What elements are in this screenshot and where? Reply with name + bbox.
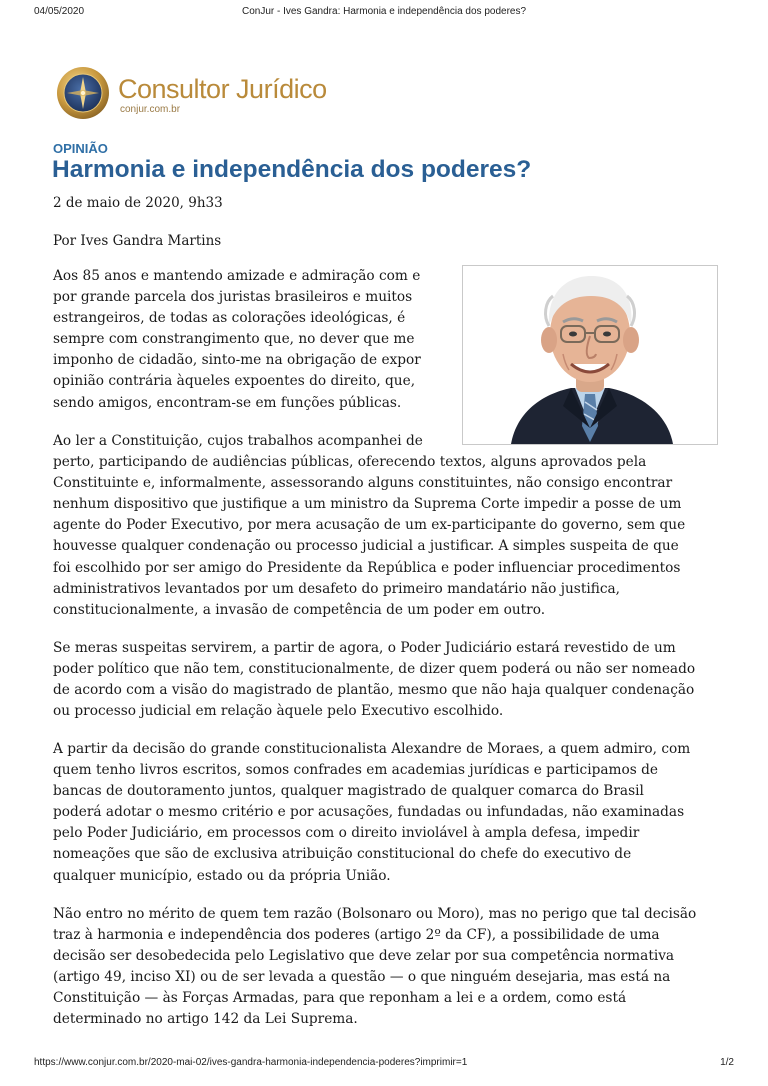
print-header bbox=[34, 6, 734, 20]
paragraph-line: traz à harmonia e independência dos poderes (artigo 2º da CF), a possibilidade de uma bbox=[53, 927, 660, 944]
author-portrait-illustration bbox=[463, 266, 717, 444]
section-label[interactable]: OPINIÃO bbox=[53, 141, 108, 156]
paragraph-line: constitucionalmente, a invasão de competência de um poder em outro. bbox=[53, 601, 546, 618]
article-paragraph bbox=[53, 739, 717, 887]
paragraph-line: estrangeiros, de todas as colorações ideológicas, é bbox=[53, 310, 406, 327]
article-paragraph bbox=[53, 266, 445, 414]
paragraph-line: imponho de cidadão, sinto-me na obrigação de expor bbox=[53, 352, 421, 369]
paragraph-line: agente do Poder Executivo, por mera acusação de um ex-participante do governo, sem que bbox=[53, 517, 686, 534]
site-logo[interactable] bbox=[56, 66, 326, 122]
paragraph-line: nomeações que são de exclusiva atribuição constitucional do chefe do executivo de bbox=[53, 846, 632, 863]
paragraph-line: houvesse qualquer condenação ou processo judicial a justificar. A simples suspeita de que bbox=[53, 538, 679, 555]
article-paragraph bbox=[53, 431, 717, 621]
paragraph-line: Se meras suspeitas servirem, a partir de agora, o Poder Judiciário estará revestido de um bbox=[53, 640, 676, 656]
paragraph-line: Aos 85 anos e mantendo amizade e admiração com e bbox=[53, 268, 421, 284]
print-footer bbox=[34, 1057, 734, 1068]
paragraph-line: determinado no artigo 142 da Lei Suprema. bbox=[53, 1011, 358, 1028]
paragraph-line: Não entro no mérito de quem tem razão (Bolsonaro ou Moro), mas no perigo que tal decisão bbox=[53, 906, 697, 922]
paragraph-line: sempre com constrangimento que, no dever que me bbox=[53, 331, 415, 348]
paragraph-line: qualquer município, estado ou da própria União. bbox=[53, 867, 391, 884]
paragraph-line: A partir da decisão do grande constitucionalista Alexandre de Moraes, a quem admiro, com bbox=[53, 741, 691, 757]
paragraph-line: perto, participando de audiências públicas, oferecendo textos, alguns aprovados pela bbox=[53, 454, 647, 471]
compass-seal-icon bbox=[56, 66, 110, 120]
paragraph-line: nenhum dispositivo que justifique a um ministro da Suprema Corte impedir a posse de um bbox=[53, 496, 682, 513]
paragraph-line: de acordo com a visão do magistrado de plantão, mesmo que não haja qualquer condenação bbox=[53, 682, 695, 699]
paragraph-line: bancas de doutoramento juntos, qualquer magistrado de qualquer comarca do Brasil bbox=[53, 783, 644, 800]
print-date: 04/05/2020 bbox=[34, 6, 85, 17]
publish-date: 2 de maio de 2020, 9h33 bbox=[53, 195, 223, 211]
article-paragraph bbox=[53, 904, 717, 1031]
author-byline: Por Ives Gandra Martins bbox=[53, 233, 222, 249]
page-number: 1/2 bbox=[720, 1057, 734, 1068]
paragraph-line: Constituição — às Forças Armadas, para que reponham a lei e a ordem, como está bbox=[53, 990, 627, 1007]
paragraph-line: (artigo 49, inciso XI) ou de ser levada a questão — o que ninguém desejaria, mas está na bbox=[53, 969, 671, 986]
paragraph-line: Ao ler a Constituição, cujos trabalhos acompanhei de bbox=[53, 433, 423, 449]
paragraph-line: poder político que não tem, constitucionalmente, de dizer quem poderá ou não ser nomeado bbox=[53, 661, 696, 678]
paragraph-line: sendo amigos, encontram-se em funções públicas. bbox=[53, 394, 402, 411]
article-paragraph bbox=[53, 638, 717, 722]
article-title: Harmonia e independência dos poderes? bbox=[52, 156, 532, 183]
paragraph-line: por grande parcela dos juristas brasileiros e muitos bbox=[53, 289, 413, 306]
author-caricature-image bbox=[462, 265, 718, 445]
print-page-title: ConJur - Ives Gandra: Harmonia e independência dos poderes? bbox=[241, 6, 527, 17]
print-url[interactable]: https://www.conjur.com.br/2020-mai-02/ives-gandra-harmonia-independencia-poderes?imprimir=1 bbox=[34, 1057, 468, 1068]
paragraph-line: poderá adotar o mesmo critério e por acusações, fundadas ou infundadas, não examinadas bbox=[53, 804, 685, 821]
paragraph-line: decisão ser desobedecida pelo Legislativo que deve zelar por sua competência normativa bbox=[53, 948, 675, 965]
paragraph-line: quem tenho livros escritos, somos confrades em academias jurídicas e participamos de bbox=[53, 762, 658, 779]
paragraph-line: opinião contrária àqueles expoentes do direito, que, bbox=[53, 373, 416, 390]
paragraph-line: ou processo judicial em relação àquele pelo Executivo escolhido. bbox=[53, 703, 504, 720]
paragraph-line: Constituinte e, informalmente, assessorando alguns constituintes, não consigo encontrar bbox=[53, 475, 673, 492]
brand-name: Consultor Jurídico bbox=[118, 74, 327, 104]
brand-domain: conjur.com.br bbox=[120, 104, 181, 115]
paragraph-line: administrativos levantados por um desafeto do primeiro mandatário não justifica, bbox=[53, 580, 621, 597]
paragraph-line: foi escolhido por ser amigo do Presidente da República e poder influenciar procedimentos bbox=[53, 559, 681, 576]
paragraph-line: pelo Poder Judiciário, em processos com o direito inviolável à ampla defesa, impedir bbox=[53, 825, 640, 842]
